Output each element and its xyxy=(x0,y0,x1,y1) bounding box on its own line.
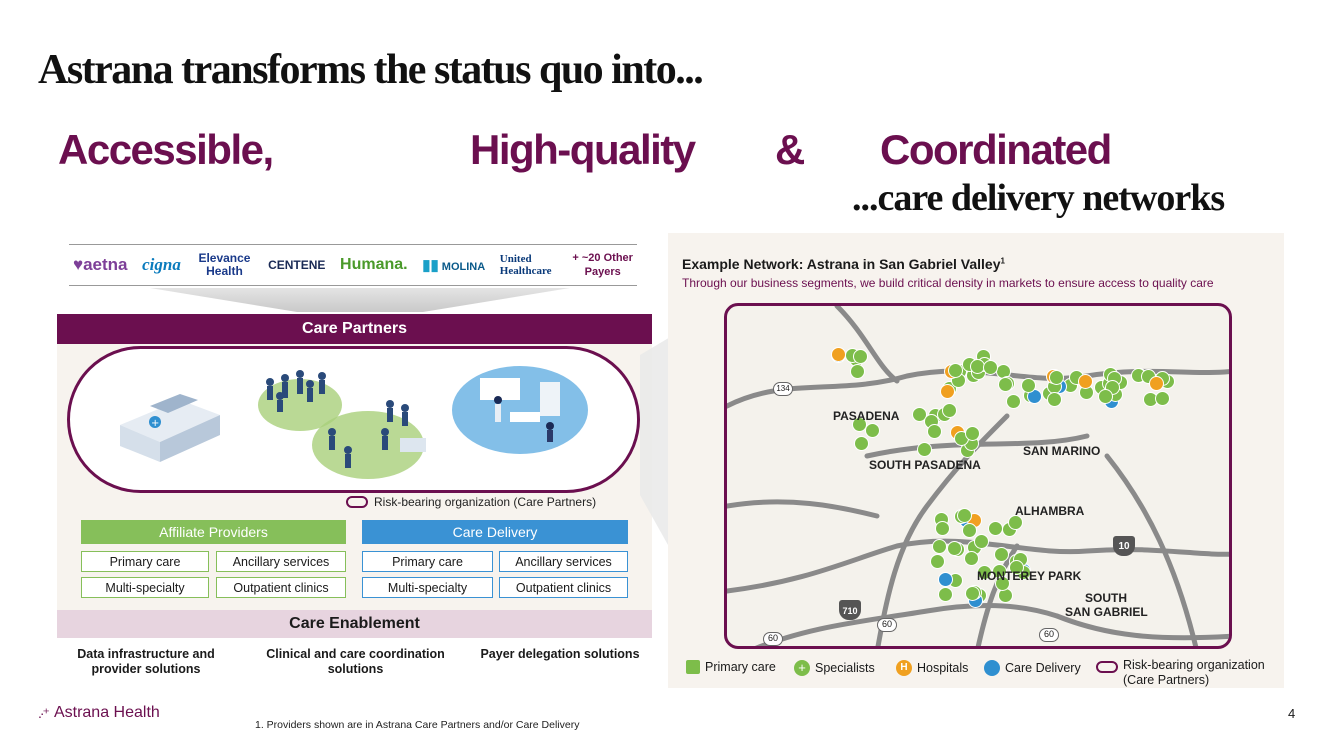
provider-marker xyxy=(938,572,953,587)
molina-logo: ▮▮ MOLINA xyxy=(422,257,486,274)
enablement-payer-delegation: Payer delegation solutions xyxy=(480,647,640,661)
care-enablement-bar: Care Enablement xyxy=(57,610,652,638)
provider-marker xyxy=(1149,376,1164,391)
headline-high-quality: High-quality xyxy=(470,126,695,173)
centene-logo: CENTENE xyxy=(268,258,326,272)
delivery-outpatient-clinics: Outpatient clinics xyxy=(499,577,628,598)
humana-logo: Humana. xyxy=(340,256,408,273)
provider-marker xyxy=(994,547,1009,562)
highway-60-shield: 60 xyxy=(763,632,783,646)
provider-marker xyxy=(927,424,942,439)
city-monterey-park: MONTEREY PARK xyxy=(977,569,1082,583)
city-south-label: SOUTH xyxy=(1085,591,1127,605)
example-network-subtitle: Through our business segments, we build critical density in markets to ensure access to quality care xyxy=(682,276,1214,290)
care-partners-illustration xyxy=(100,360,620,490)
legend-primary-care: Primary care xyxy=(686,660,776,674)
provider-marker xyxy=(1006,394,1021,409)
risk-bearing-ring-icon xyxy=(1096,661,1118,673)
legend-risk-bearing: Risk-bearing organization (Care Partners) xyxy=(1096,658,1265,688)
provider-marker xyxy=(1098,389,1113,404)
hospital-building-icon xyxy=(120,394,220,462)
astrana-health-logo: .·⁺ Astrana Health xyxy=(38,704,160,721)
provider-marker xyxy=(965,586,980,601)
delivery-multi-specialty: Multi-specialty xyxy=(362,577,493,598)
provider-marker xyxy=(932,539,947,554)
page-number: 4 xyxy=(1288,706,1296,721)
legend-specialists: + Specialists xyxy=(794,660,875,676)
headline-accessible: Accessible, xyxy=(58,126,273,173)
page-subtitle: ...care delivery networks xyxy=(852,177,1225,219)
highway-60-shield: 60 xyxy=(1039,628,1059,642)
provider-marker xyxy=(998,377,1013,392)
city-pasadena: PASADENA xyxy=(833,409,900,423)
provider-marker xyxy=(865,423,880,438)
legend-hospitals: H Hospitals xyxy=(896,660,968,676)
footnote: 1. Providers shown are in Astrana Care Partners and/or Care Delivery xyxy=(255,719,580,731)
astrana-star-icon: .·⁺ xyxy=(38,704,48,721)
highway-60-shield: 60 xyxy=(877,618,897,632)
aetna-logo: ♥aetna xyxy=(73,255,128,274)
enablement-clinical-coordination: Clinical and care coordination solutions xyxy=(266,647,445,676)
specialist-plus-icon: + xyxy=(794,660,810,676)
city-alhambra: ALHAMBRA xyxy=(1015,504,1085,518)
city-san-marino: SAN MARINO xyxy=(1023,444,1101,458)
other-payers: + ~20 Other Payers xyxy=(572,252,633,278)
care-delivery-header: Care Delivery xyxy=(362,520,628,544)
headline-ampersand: & xyxy=(775,126,804,173)
risk-bearing-ring-icon xyxy=(346,496,368,508)
provider-marker xyxy=(940,384,955,399)
cigna-logo: cigna xyxy=(142,255,181,274)
provider-marker xyxy=(854,436,869,451)
provider-marker xyxy=(938,587,953,602)
city-san-gabriel: SAN GABRIEL xyxy=(1065,605,1148,619)
enablement-data-infrastructure: Data infrastructure and provider solutions xyxy=(77,647,215,676)
highway-710-shield: 710 xyxy=(839,600,861,620)
provider-marker xyxy=(935,521,950,536)
care-partners-bar: Care Partners xyxy=(57,314,652,344)
highway-134-shield: 134 xyxy=(773,382,793,396)
affiliate-multi-specialty: Multi-specialty xyxy=(81,577,209,598)
provider-marker xyxy=(1049,370,1064,385)
legend-care-delivery: Care Delivery xyxy=(984,660,1081,676)
example-network-title: Example Network: Astrana in San Gabriel Valley$^1$ xyxy=(682,256,1005,272)
delivery-ancillary-services: Ancillary services xyxy=(499,551,628,572)
delivery-primary-care: Primary care xyxy=(362,551,493,572)
page-title: Astrana transforms the status quo into... xyxy=(38,47,703,93)
affiliate-providers-header: Affiliate Providers xyxy=(81,520,346,544)
hospital-h-icon: H xyxy=(896,660,912,676)
provider-marker xyxy=(1021,378,1036,393)
san-gabriel-valley-map xyxy=(724,303,1232,649)
city-south-pasadena: SOUTH PASADENA xyxy=(869,458,981,472)
payer-logo-strip xyxy=(69,244,637,286)
payer-funnel-graphic xyxy=(150,288,570,312)
united-logo: United Healthcare xyxy=(499,253,552,277)
provider-marker xyxy=(962,523,977,538)
provider-marker xyxy=(988,521,1003,536)
primary-care-icon xyxy=(686,660,700,674)
provider-marker xyxy=(1078,374,1093,389)
elevance-logo: Elevance Health xyxy=(198,251,251,278)
affiliate-outpatient-clinics: Outpatient clinics xyxy=(216,577,346,598)
provider-marker xyxy=(942,403,957,418)
provider-marker xyxy=(850,364,865,379)
provider-marker xyxy=(930,554,945,569)
svg-text:+: + xyxy=(151,418,160,429)
care-delivery-icon xyxy=(984,660,1000,676)
provider-marker xyxy=(917,442,932,457)
affiliate-primary-care: Primary care xyxy=(81,551,209,572)
care-partners-legend: Risk-bearing organization (Care Partners) xyxy=(346,495,596,509)
headline-coordinated: Coordinated xyxy=(880,126,1111,173)
highway-10-shield: 10 xyxy=(1113,536,1135,556)
affiliate-ancillary-services: Ancillary services xyxy=(216,551,346,572)
